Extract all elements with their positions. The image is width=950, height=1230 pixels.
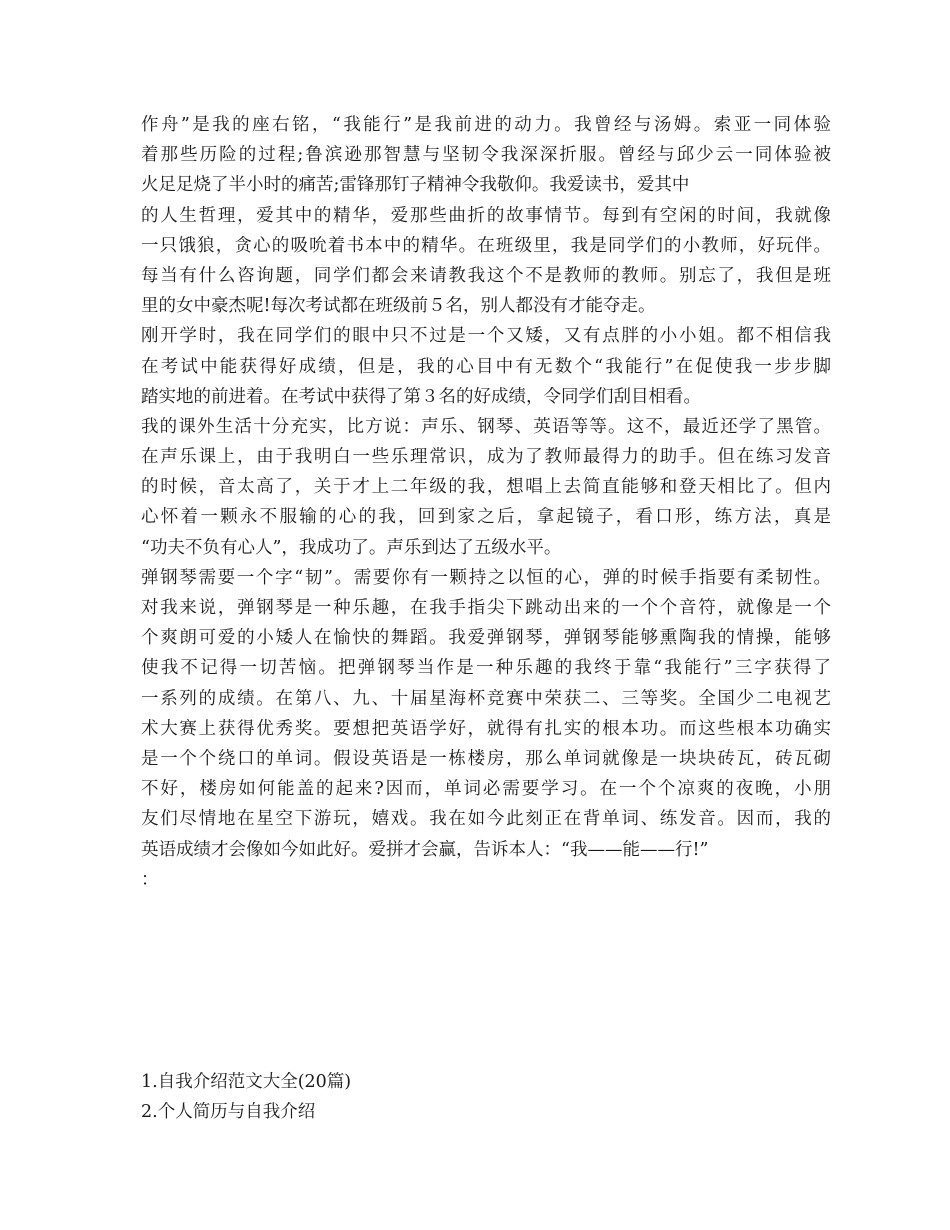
text-line: 对我来说，弹钢琴是一种乐趣，在我手指尖下跳动出来的一个个音符，就像是一个 [141,598,831,618]
text-line: 在考试中能获得好成绩，但是，我的心目中有无数个“我能行”在促使我一步步脚 [141,356,831,377]
text-line: 在声乐课上，由于我明白一些乐理常识，成为了教师最得力的助手。但在练习发音 [141,447,831,468]
text-line: 我的课外生活十分充实，比方说：声乐、钢琴、英语等等。这不，最近还学了黑管。 [141,416,831,437]
text-line: 术大赛上获得优秀奖。要想把英语学好，就得有扎实的根本功。而这些根本功确实 [141,718,831,739]
text-line: 刚开学时，我在同学们的眼中只不过是一个又矮，又有点胖的小小姐。都不相信我 [141,326,831,347]
text-line: 作舟”是我的座右铭，“我能行”是我前进的动力。我曾经与汤姆。索亚一同体验 [141,115,831,135]
related-article-link[interactable]: 2.个人简历与自我介绍 [141,1102,316,1123]
text-line: 心怀着一颗永不服输的心的我，回到家之后，拿起镜子，看口形，练方法，真是 [141,507,831,528]
text-line: ： [141,869,159,890]
text-line: 里的女中豪杰呢!每次考试都在班级前５名，别人都没有才能夺走。 [141,296,656,317]
text-line: 一系列的成绩。在第八、九、十届星海杯竞赛中荣获二、三等奖。全国少二电视艺 [141,688,831,709]
related-articles-list [141,1067,831,1127]
text-line: 火足足烧了半小时的痛苦;雷锋那钉子精神令我敬仰。我爱读书，爱其中 [141,175,690,196]
text-line: 的人生哲理，爱其中的精华，爱那些曲折的故事情节。每到有空闲的时间，我就像 [141,205,831,226]
related-article-link[interactable]: 1.自我介绍范文大全(20篇) [141,1072,352,1092]
essay-body [141,110,831,901]
text-line: 不好，楼房如何能盖的起来?因而，单词必需要学习。在一个个凉爽的夜晚，小朋 [141,779,831,800]
text-line: 每当有什么咨询题，同学们都会来请教我这个不是教师的教师。别忘了，我但是班 [141,265,831,286]
text-line: 的时候，音太高了，关于才上二年级的我，想唱上去简直能够和登天相比了。但内 [141,477,831,498]
text-line: 个爽朗可爱的小矮人在愉快的舞蹈。我爱弹钢琴，弹钢琴能够熏陶我的情操，能够 [141,628,831,649]
text-line: 是一个个绕口的单词。假设英语是一栋楼房，那么单词就像是一块块砖瓦，砖瓦砌 [141,748,831,769]
text-line: 一只饿狼，贪心的吸吮着书本中的精华。在班级里，我是同学们的小教师，好玩伴。 [141,235,831,256]
text-line: 弹钢琴需要一个字“韧”。需要你有一颗持之以恒的心，弹的时候手指要有柔韧性。 [141,567,831,588]
text-line: “功夫不负有心人”，我成功了。声乐到达了五级水平。 [141,537,562,558]
text-line: 英语成绩才会像如今如此好。爱拼才会赢，告诉本人：“我——能——行!” [141,839,709,860]
text-line: 着那些历险的过程;鲁滨逊那智慧与坚韧令我深深折服。曾经与邱少云一同体验被 [141,145,831,166]
text-line: 踏实地的前进着。在考试中获得了第３名的好成绩，令同学们刮目相看。 [141,386,701,407]
text-line: 友们尽情地在星空下游玩，嬉戏。我在如今此刻正在背单词、练发音。因而，我的 [141,809,831,830]
text-line: 使我不记得一切苦恼。把弹钢琴当作是一种乐趣的我终于靠“我能行”三字获得了 [141,658,831,679]
